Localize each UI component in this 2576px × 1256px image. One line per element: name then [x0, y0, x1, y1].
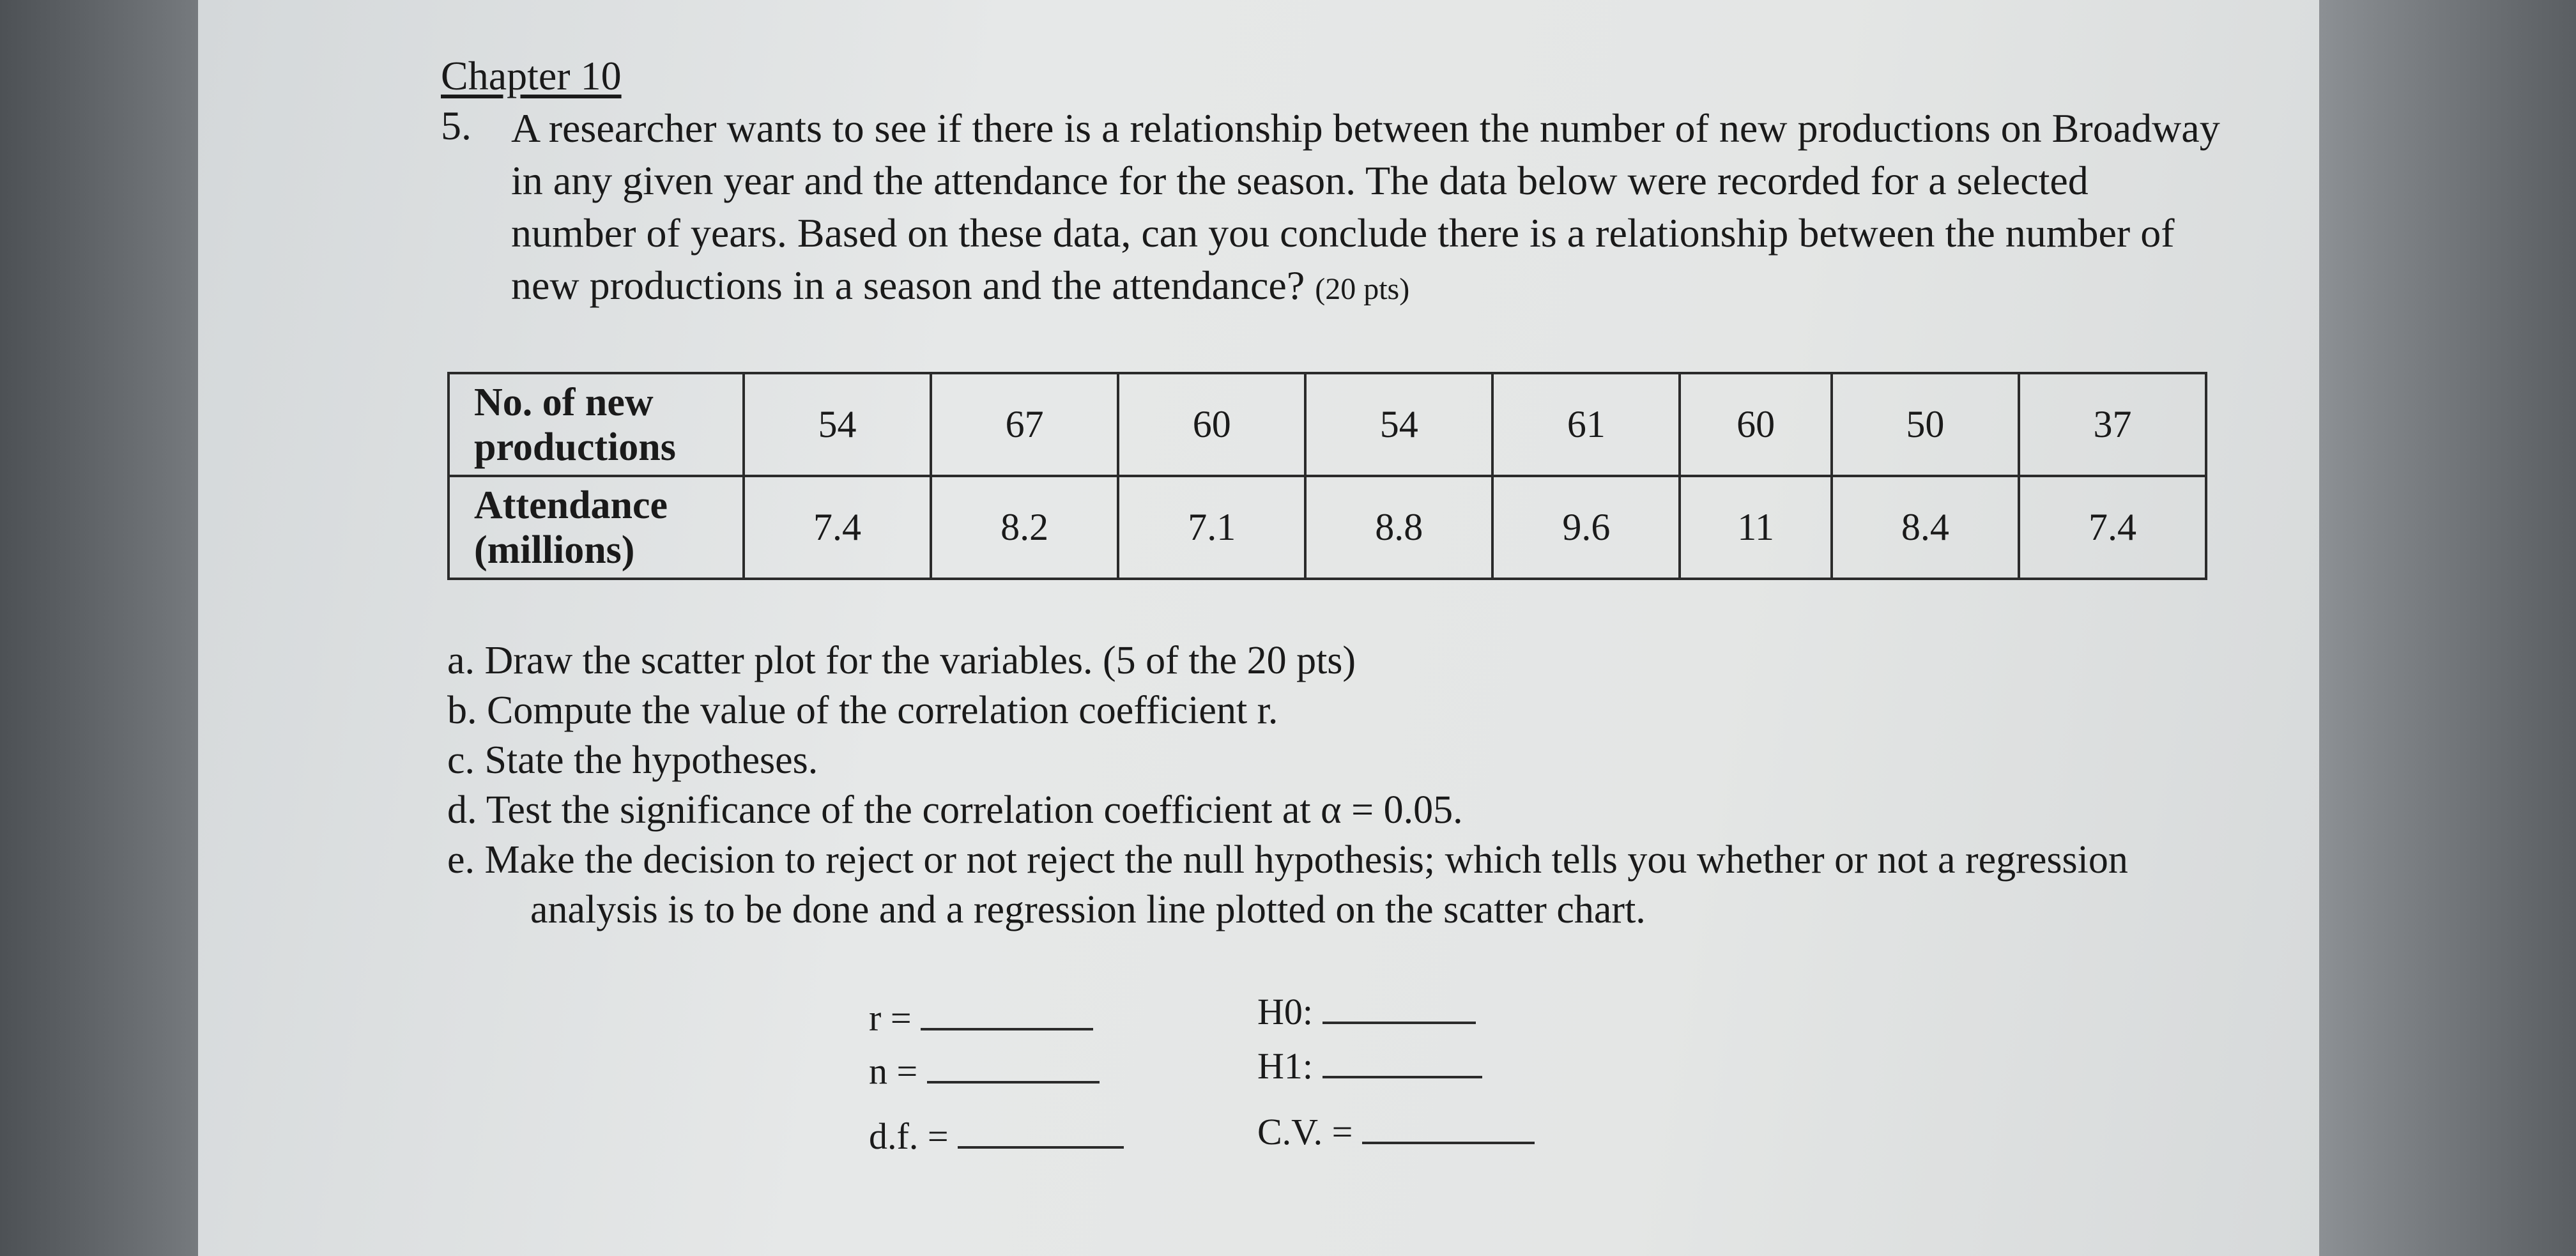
productions-header-line1: No. of new [474, 380, 654, 424]
chapter-heading: Chapter 10 [441, 53, 622, 98]
cv-blank [1257, 1107, 1535, 1153]
attendance-cell: 11 [1680, 476, 1831, 579]
question-prompt [511, 102, 2223, 316]
df-answer-line [958, 1112, 1124, 1149]
task-c: c. State the hypotheses. [447, 739, 818, 782]
productions-header-line2: productions [474, 425, 676, 469]
question-points: (20 pts) [1315, 272, 1410, 306]
n-answer-line [927, 1046, 1100, 1084]
cv-label: C.V. = [1257, 1111, 1353, 1153]
productions-cell: 67 [931, 373, 1118, 476]
h1-answer-line [1322, 1041, 1482, 1078]
n-blank [869, 1046, 1100, 1092]
h1-label: H1: [1257, 1045, 1313, 1087]
productions-cell: 37 [2019, 373, 2206, 476]
h0-blank [1257, 987, 1476, 1033]
productions-header [448, 373, 744, 476]
attendance-cell: 8.8 [1305, 476, 1492, 579]
n-label: n = [869, 1050, 918, 1092]
r-answer-line [921, 993, 1093, 1030]
productions-row [448, 373, 2206, 476]
productions-cell: 60 [1118, 373, 1305, 476]
productions-cell: 50 [1832, 373, 2019, 476]
attendance-cell: 7.4 [2019, 476, 2206, 579]
task-list [447, 636, 2223, 935]
task-a: a. Draw the scatter plot for the variables. (5 of the 20 pts) [447, 639, 1356, 682]
task-d: d. Test the significance of the correlation coefficient at α = 0.05. [447, 788, 1463, 832]
attendance-cell: 7.4 [744, 476, 931, 579]
productions-cell: 54 [1305, 373, 1492, 476]
productions-cell: 54 [744, 373, 931, 476]
productions-cell: 60 [1680, 373, 1831, 476]
productions-cell: 61 [1492, 373, 1680, 476]
attendance-cell: 9.6 [1492, 476, 1680, 579]
data-table [447, 372, 2207, 580]
df-blank [869, 1112, 1124, 1158]
attendance-header-line1: Attendance [474, 483, 668, 527]
h0-label: H0: [1257, 991, 1313, 1032]
attendance-cell: 8.2 [931, 476, 1118, 579]
df-label: d.f. = [869, 1115, 949, 1157]
attendance-cell: 7.1 [1118, 476, 1305, 579]
attendance-header [448, 476, 744, 579]
attendance-row [448, 476, 2206, 579]
cv-answer-line [1362, 1107, 1535, 1144]
h0-answer-line [1322, 987, 1476, 1024]
attendance-cell: 8.4 [1832, 476, 2019, 579]
task-e: e. Make the decision to reject or not reject the null hypothesis; which tells you whether or not a regression analysis is to be done and a regression line plotted on the scatter chart. [447, 838, 2128, 931]
h1-blank [1257, 1041, 1482, 1087]
r-blank [869, 993, 1093, 1039]
task-b: b. Compute the value of the correlation coefficient r. [447, 689, 1278, 732]
question-number: 5. [441, 103, 471, 148]
question-text: A researcher wants to see if there is a relationship between the number of new productions on Broadway in any given year and the attendance for the season. The data below were recorded for a selected number of years. Based on these data, can you conclude there is a relationship between the number of new productions in a season and the attendance? [511, 105, 2220, 308]
attendance-header-line2: (millions) [474, 528, 635, 572]
r-label: r = [869, 997, 912, 1039]
